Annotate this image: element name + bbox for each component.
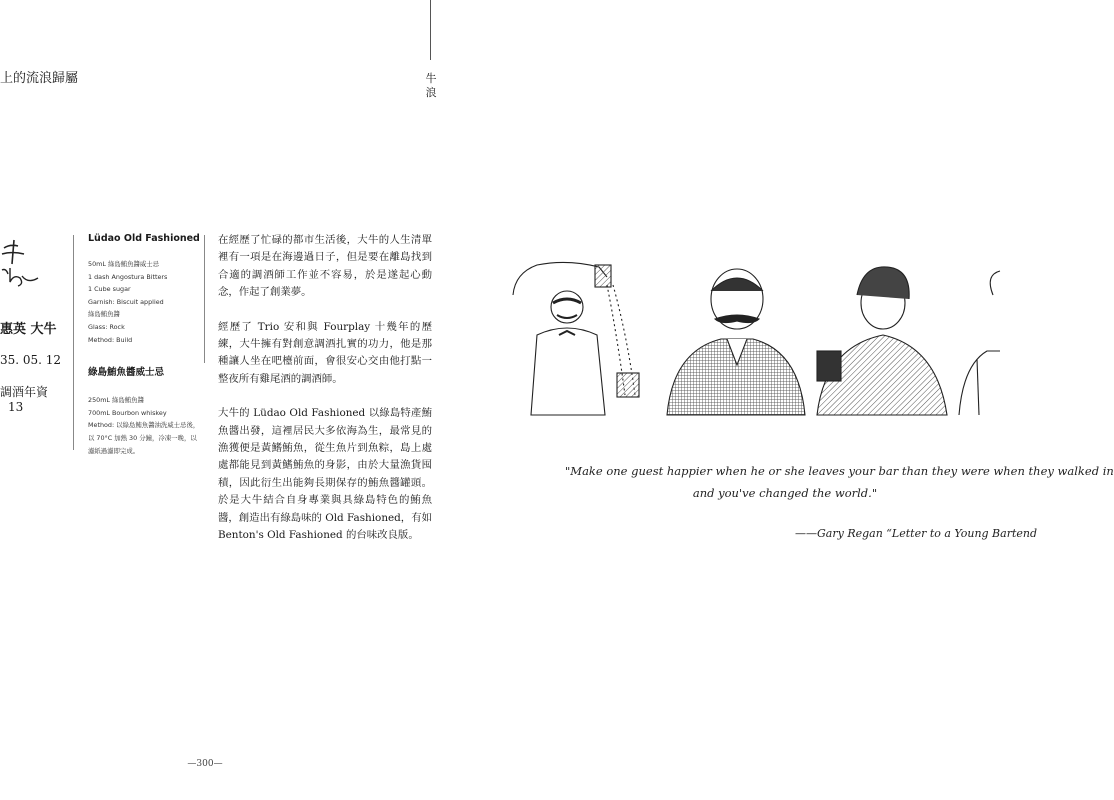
- recipe-item: 250mL 綠島鮪魚醬: [88, 396, 144, 405]
- body-divider: [204, 235, 205, 363]
- recipe-item: Glass: Rock: [88, 322, 125, 331]
- recipe-item: 1 dash Angostura Bitters: [88, 272, 168, 281]
- years-value: 13: [8, 400, 24, 414]
- page-number: —300—: [187, 759, 223, 769]
- bartender-date: 35. 05. 12: [0, 353, 62, 367]
- recipe-column: [88, 233, 200, 457]
- figure-partial: [959, 271, 1000, 415]
- bartender-sketch-illustration: [507, 255, 1000, 415]
- figure-bartender-pouring: [513, 262, 639, 415]
- body-paragraph: 在經歷了忙碌的都市生活後，大牛的人生清單裡有一項是在海邊過日子，但是要在離島找到合適的調酒師工作並不容易，於是遂起心動念，作起了創業夢。: [218, 234, 432, 299]
- recipe-item: 700mL Bourbon whiskey: [88, 408, 167, 417]
- quote-attribution: ——Gary Regan “Letter to a Young Bartend: [795, 527, 1038, 540]
- vertical-char: 牛: [425, 72, 437, 85]
- running-head: 上的流浪歸屬: [0, 71, 79, 86]
- recipe-method: Method: 以綠島鮪魚醬油洗威士忌後，以 70°C 加熱 30 分鐘，冷凍一晚，以濾紙過濾即完成。: [88, 421, 200, 455]
- recipe-divider: [73, 235, 74, 450]
- bartender-name: 惠英 大牛: [0, 322, 57, 337]
- recipe-title: Lüdao Old Fashioned: [88, 233, 200, 244]
- bartender-profile: [0, 318, 60, 414]
- figure-mustache-man: [667, 269, 805, 415]
- recipe-item: Method: Build: [88, 335, 133, 344]
- article-body: [218, 232, 432, 562]
- quote-block: [565, 460, 1114, 504]
- recipe-item: 50mL 綠島鮪魚醬威士忌: [88, 260, 160, 268]
- chapter-rule: [430, 0, 431, 60]
- figure-woman-cape: [817, 267, 947, 415]
- recipe-title: 綠島鮪魚醬威士忌: [88, 367, 165, 379]
- recipe-item: 綠島鮪魚醬: [88, 310, 120, 319]
- quote-line: "Make one guest happier when he or she leaves your bar than they were when they walked in: [565, 464, 1114, 478]
- recipe-item: Garnish: Biscuit applied: [88, 297, 164, 306]
- body-paragraph: 經歷了 Trio 安和與 Fourplay 十幾年的歷練，大牛擁有對創意調酒扎實的功力，他是那種讓人坐在吧檯前面，會很安心交由他打點一整夜所有雞尾酒的調酒師。: [218, 320, 432, 385]
- vertical-chapter-title: [425, 72, 437, 100]
- recipe-item: 1 Cube sugar: [88, 285, 131, 294]
- vertical-char: 浪: [425, 86, 437, 99]
- quote-line: and you've changed the world.": [692, 486, 878, 500]
- body-paragraph: 大牛的 Lüdao Old Fashioned 以綠島特產鮪魚醬出發，這裡居民大多依海為生，最常見的漁獲便是黃鰭鮪魚，從生魚片到魚粽，島上處處都能見到黃鰭鮪魚的身影，由於大量漁貨囤積，因此衍生出能夠長期保存的鮪魚醬罐頭。於是大牛結合自身專業與具綠島特色的鮪魚醬，創造出有綠島味的 Old Fashioned，有如 Benton's Old Fashioned 的台味改良版。: [218, 407, 432, 542]
- years-label: 調酒年資: [0, 385, 49, 399]
- calligraphy-logo: [0, 238, 46, 288]
